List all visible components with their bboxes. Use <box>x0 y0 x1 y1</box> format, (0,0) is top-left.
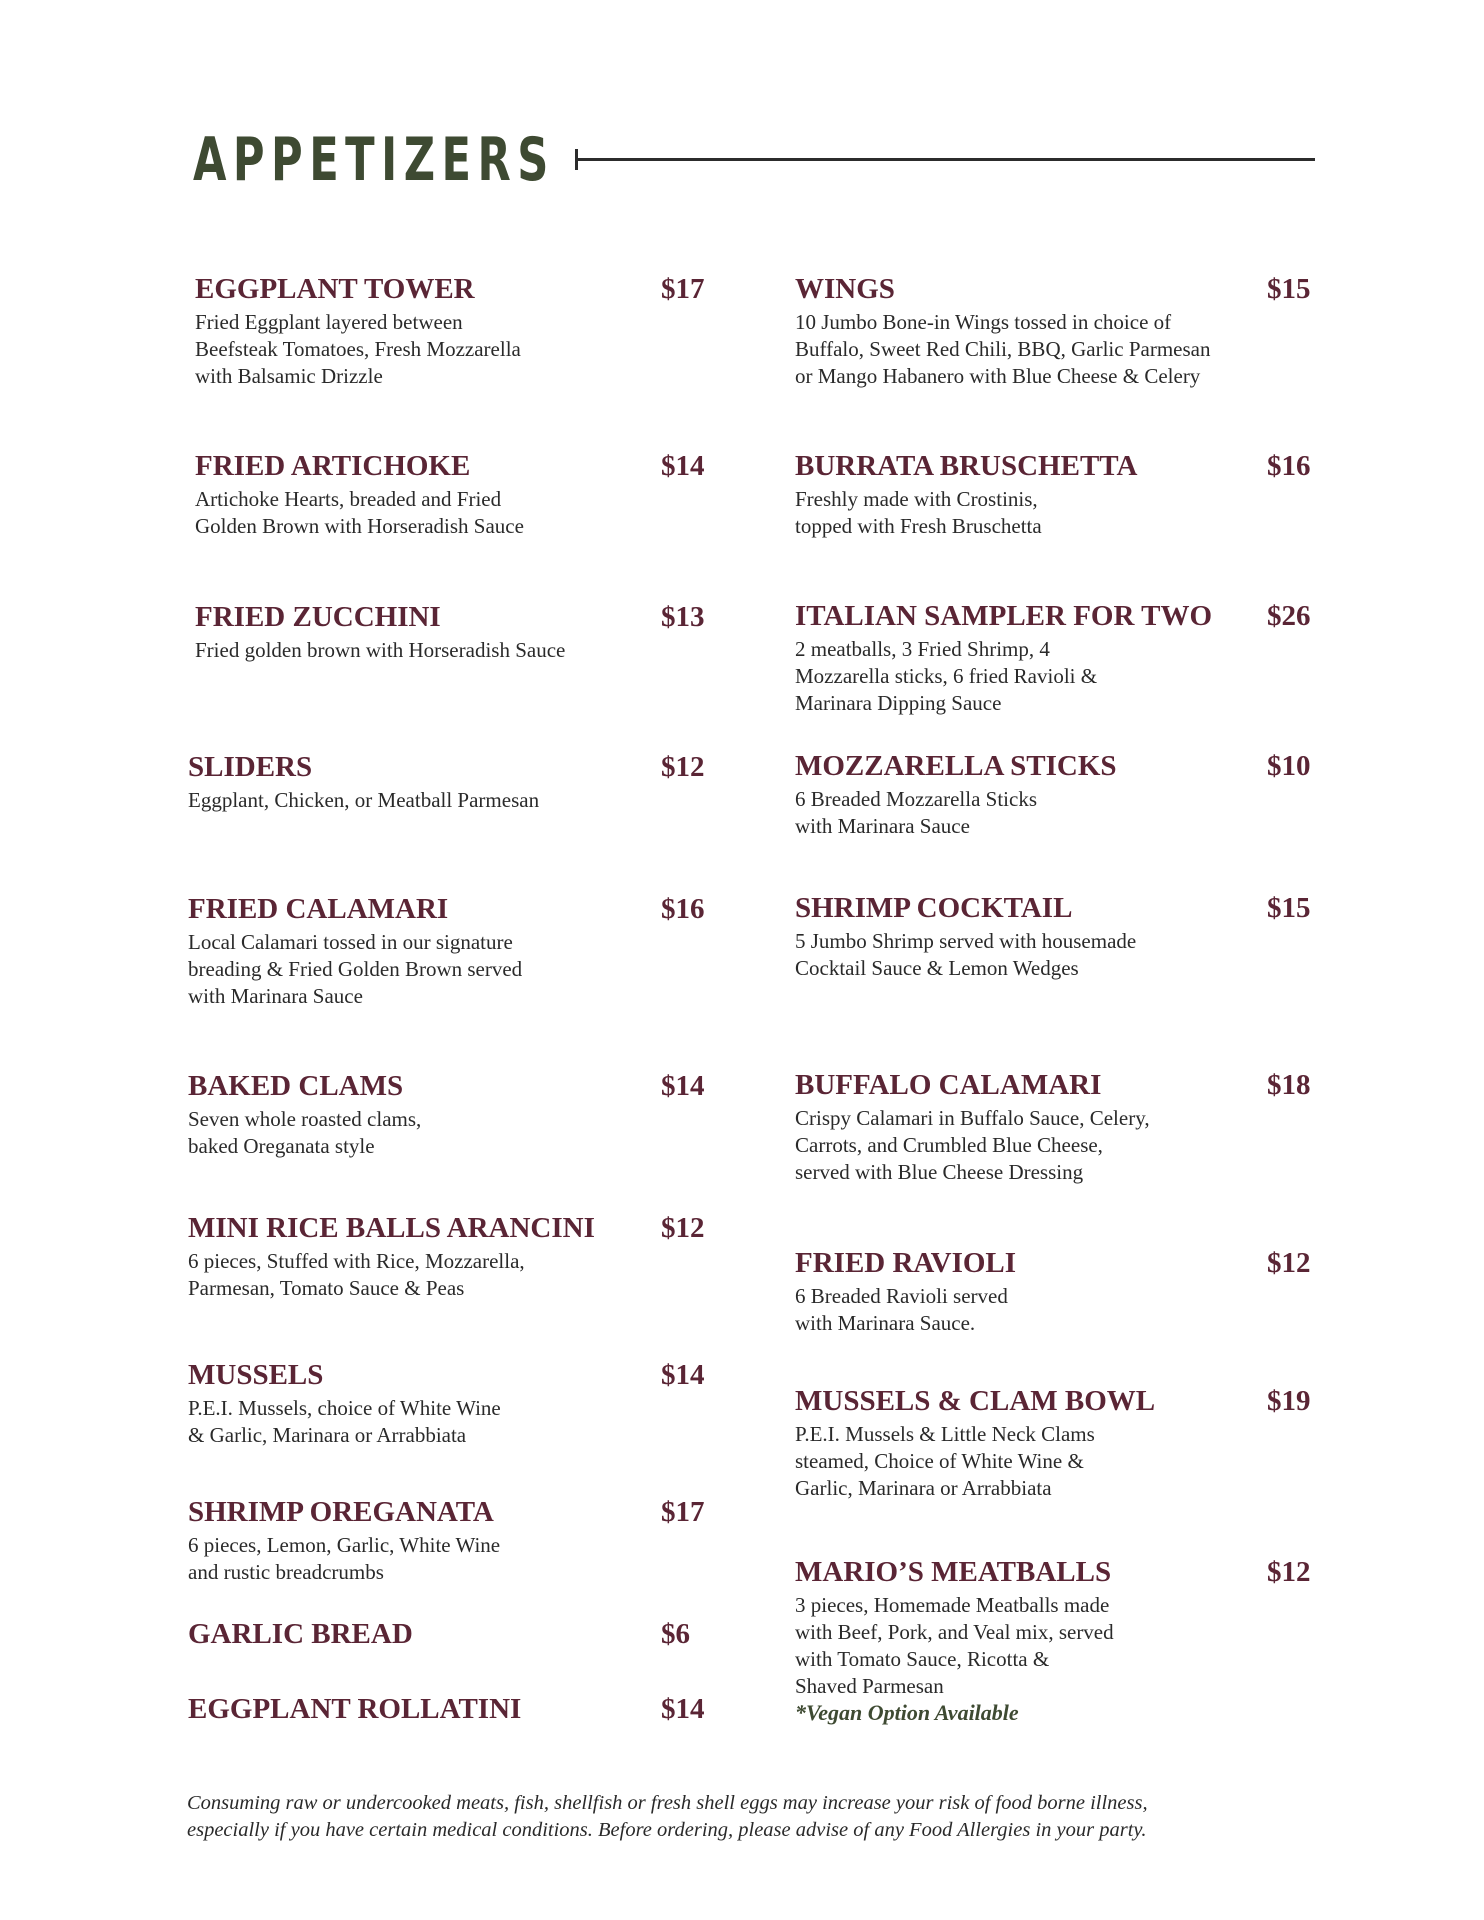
item-description: Fried Eggplant layered between Beefsteak Tomatoes, Fresh Mozzarella with Balsamic Drizzle <box>195 310 521 388</box>
item-price: $14 <box>661 1359 705 1391</box>
menu-item <box>188 1358 707 1458</box>
item-price: $15 <box>1267 273 1311 305</box>
item-name: EGGPLANT TOWER <box>195 273 475 305</box>
item-description: Seven whole roasted clams, baked Oreganata style <box>188 1107 422 1158</box>
menu-item <box>195 600 707 680</box>
item-price: $10 <box>1267 750 1311 782</box>
item-price: $18 <box>1267 1069 1311 1101</box>
menu-item <box>795 1384 1315 1514</box>
item-description: P.E.I. Mussels, choice of White Wine & Garlic, Marinara or Arrabbiata <box>188 1396 501 1447</box>
section-header <box>193 125 1315 205</box>
item-name: BUFFALO CALAMARI <box>795 1069 1102 1101</box>
item-name: FRIED RAVIOLI <box>795 1247 1017 1279</box>
item-price: $6 <box>661 1618 690 1650</box>
item-price: $15 <box>1267 892 1311 924</box>
item-name: SHRIMP OREGANATA <box>188 1496 494 1528</box>
section-title: APPETIZERS <box>193 125 555 195</box>
menu-item <box>188 1495 707 1595</box>
item-name: GARLIC BREAD <box>188 1618 413 1650</box>
title-divider <box>575 158 1315 161</box>
item-description: Artichoke Hearts, breaded and Fried Golden Brown with Horseradish Sauce <box>195 487 524 538</box>
item-description: P.E.I. Mussels & Little Neck Clams steamed, Choice of White Wine & Garlic, Marinara or Arrabbiata <box>795 1422 1095 1500</box>
menu-item <box>188 892 707 1022</box>
menu-item <box>188 1617 707 1657</box>
item-description: 2 meatballs, 3 Fried Shrimp, 4 Mozzarella sticks, 6 fried Ravioli & Marinara Dipping Sauce <box>795 637 1098 715</box>
item-name: BAKED CLAMS <box>188 1070 404 1102</box>
item-name: FRIED ARTICHOKE <box>195 450 471 482</box>
item-price: $19 <box>1267 1385 1311 1417</box>
allergy-disclaimer <box>187 1790 1317 1844</box>
item-price: $12 <box>1267 1247 1311 1279</box>
item-price: $16 <box>1267 450 1311 482</box>
disclaimer-line-2: especially if you have certain medical conditions. Before ordering, please advise of any Food Allergies in your party. <box>187 1819 1147 1841</box>
item-name: FRIED ZUCCHINI <box>195 601 441 633</box>
item-name: FRIED CALAMARI <box>188 893 449 925</box>
menu-item <box>188 1211 707 1311</box>
item-price: $14 <box>661 1070 705 1102</box>
menu-item <box>795 1555 1315 1735</box>
item-description: 6 Breaded Mozzarella Sticks with Marinara Sauce <box>795 787 1037 838</box>
item-description: Crispy Calamari in Buffalo Sauce, Celery, Carrots, and Crumbled Blue Cheese, served with Blue Cheese Dressing <box>795 1106 1150 1184</box>
item-name: MUSSELS & CLAM BOWL <box>795 1385 1156 1417</box>
item-price: $17 <box>661 1496 705 1528</box>
item-price: $14 <box>661 1693 705 1725</box>
menu-item <box>795 749 1315 849</box>
menu-item <box>188 750 707 830</box>
disclaimer-line-1: Consuming raw or undercooked meats, fish, shellfish or fresh shell eggs may increase your risk of food borne illness, <box>187 1792 1148 1814</box>
item-name: SLIDERS <box>188 751 313 783</box>
item-price: $12 <box>1267 1556 1311 1588</box>
item-name: MOZZARELLA STICKS <box>795 750 1117 782</box>
item-name: SHRIMP COCKTAIL <box>795 892 1073 924</box>
item-description: Fried golden brown with Horseradish Sauce <box>195 638 566 662</box>
menu-item <box>188 1069 707 1169</box>
item-price: $16 <box>661 893 705 925</box>
item-description: 10 Jumbo Bone-in Wings tossed in choice of Buffalo, Sweet Red Chili, BBQ, Garlic Parmesan or Mango Habanero with Blue Cheese & Celery <box>795 310 1211 388</box>
item-description: 6 pieces, Stuffed with Rice, Mozzarella, Parmesan, Tomato Sauce & Peas <box>188 1249 525 1300</box>
menu-item <box>795 449 1315 549</box>
item-name: ITALIAN SAMPLER FOR TWO <box>795 600 1213 632</box>
item-description: Freshly made with Crostinis, topped with Fresh Bruschetta <box>795 487 1042 538</box>
menu-item <box>795 1246 1315 1346</box>
item-price: $14 <box>661 450 705 482</box>
menu-item <box>195 449 707 549</box>
vegan-option-note: *Vegan Option Available <box>795 1700 1019 1725</box>
item-price: $13 <box>661 601 705 633</box>
menu-item <box>795 1068 1315 1198</box>
item-description: 6 Breaded Ravioli served with Marinara Sauce. <box>795 1284 1008 1335</box>
item-name: MARIO’S MEATBALLS <box>795 1556 1112 1588</box>
item-price: $17 <box>661 273 705 305</box>
item-price: $26 <box>1267 600 1311 632</box>
item-description: 3 pieces, Homemade Meatballs made with Beef, Pork, and Veal mix, served with Tomato Sauce, Ricotta & Shaved Parmesan <box>795 1593 1114 1698</box>
item-price: $12 <box>661 1212 705 1244</box>
item-name: EGGPLANT ROLLATINI <box>188 1693 522 1725</box>
item-name: MINI RICE BALLS ARANCINI <box>188 1212 595 1244</box>
item-description: 5 Jumbo Shrimp served with housemade Cocktail Sauce & Lemon Wedges <box>795 929 1137 980</box>
menu-item <box>795 272 1315 402</box>
menu-item <box>188 1692 707 1732</box>
item-description: Local Calamari tossed in our signature breading & Fried Golden Brown served with Marinara Sauce <box>188 930 523 1008</box>
item-price: $12 <box>661 751 705 783</box>
item-name: BURRATA BRUSCHETTA <box>795 450 1138 482</box>
menu-item <box>195 272 707 402</box>
menu-item <box>795 891 1315 991</box>
item-name: MUSSELS <box>188 1359 324 1391</box>
menu-item <box>795 599 1315 729</box>
item-description: 6 pieces, Lemon, Garlic, White Wine and rustic breadcrumbs <box>188 1533 501 1584</box>
item-name: WINGS <box>795 273 895 305</box>
item-description: Eggplant, Chicken, or Meatball Parmesan <box>188 788 540 812</box>
